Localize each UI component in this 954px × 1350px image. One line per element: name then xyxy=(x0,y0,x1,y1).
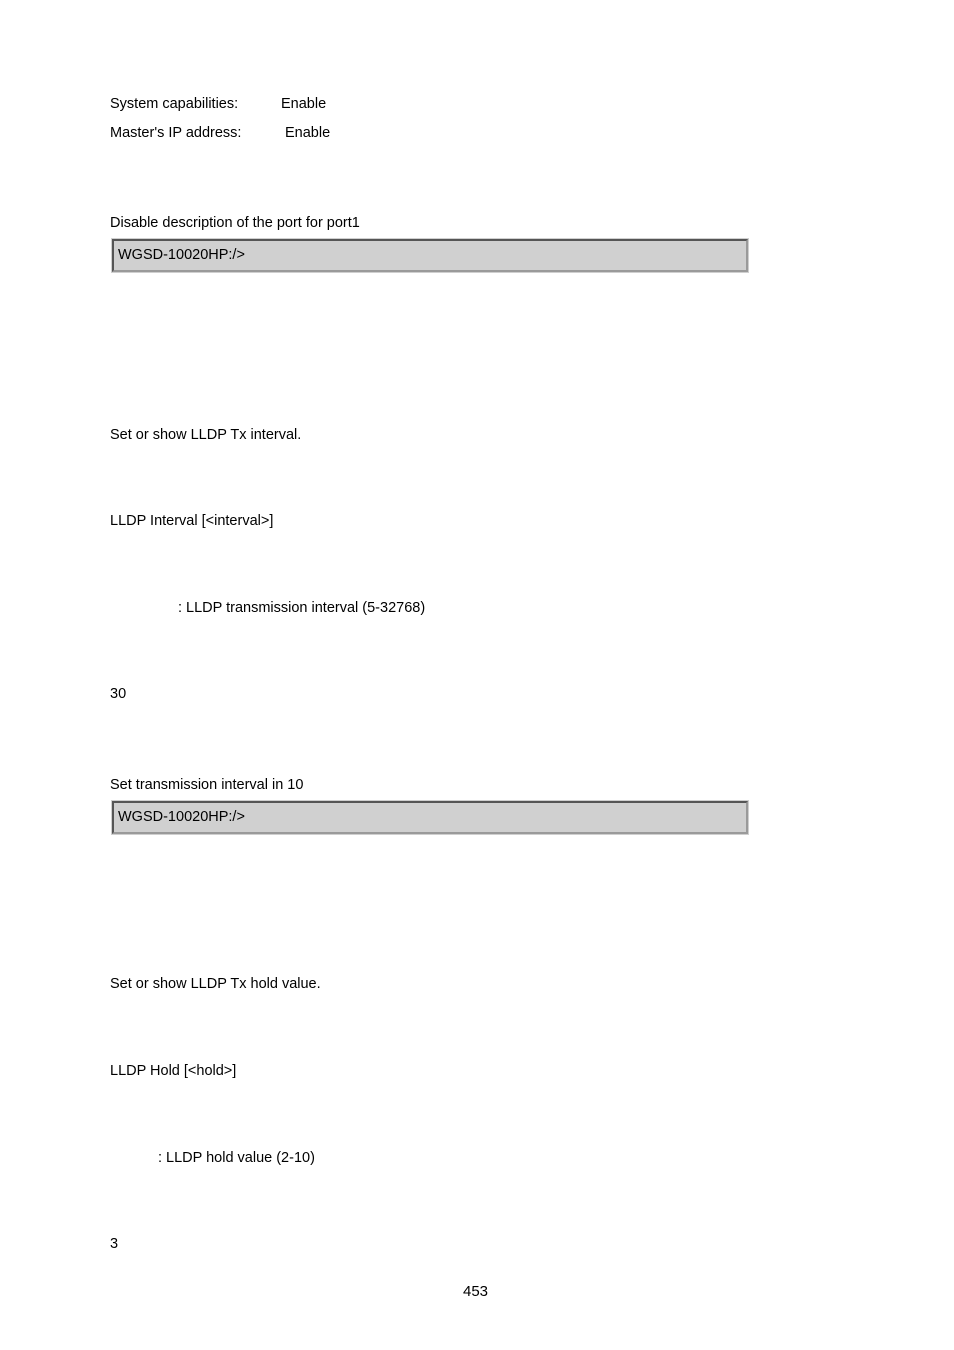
page-number: 453 xyxy=(463,1283,489,1300)
info-label-master-ip: Master's IP address: xyxy=(110,125,242,141)
syntax-tx-interval: LLDP Interval [<interval>] xyxy=(110,513,274,529)
command-box-2 xyxy=(112,801,748,834)
parameter-tx-interval: : LLDP transmission interval (5-32768) xyxy=(178,600,426,616)
default-tx-interval: 30 xyxy=(110,686,127,702)
description-tx-interval: Set or show LLDP Tx interval. xyxy=(110,427,302,443)
syntax-tx-hold: LLDP Hold [<hold>] xyxy=(110,1063,237,1079)
parameter-tx-hold: : LLDP hold value (2-10) xyxy=(158,1150,315,1166)
example-caption-2: Set transmission interval in 10 xyxy=(110,777,304,793)
info-label-system-capabilities: System capabilities: xyxy=(110,96,239,112)
default-tx-hold: 3 xyxy=(110,1236,119,1252)
info-value-system-capabilities: Enable xyxy=(281,96,327,112)
example-caption-1: Disable description of the port for port1 xyxy=(110,215,360,231)
description-tx-hold: Set or show LLDP Tx hold value. xyxy=(110,976,321,992)
command-box-1 xyxy=(112,239,748,272)
command-prompt-2: WGSD-10020HP:/> xyxy=(118,809,245,825)
command-prompt-1: WGSD-10020HP:/> xyxy=(118,247,245,263)
info-value-master-ip: Enable xyxy=(285,125,331,141)
